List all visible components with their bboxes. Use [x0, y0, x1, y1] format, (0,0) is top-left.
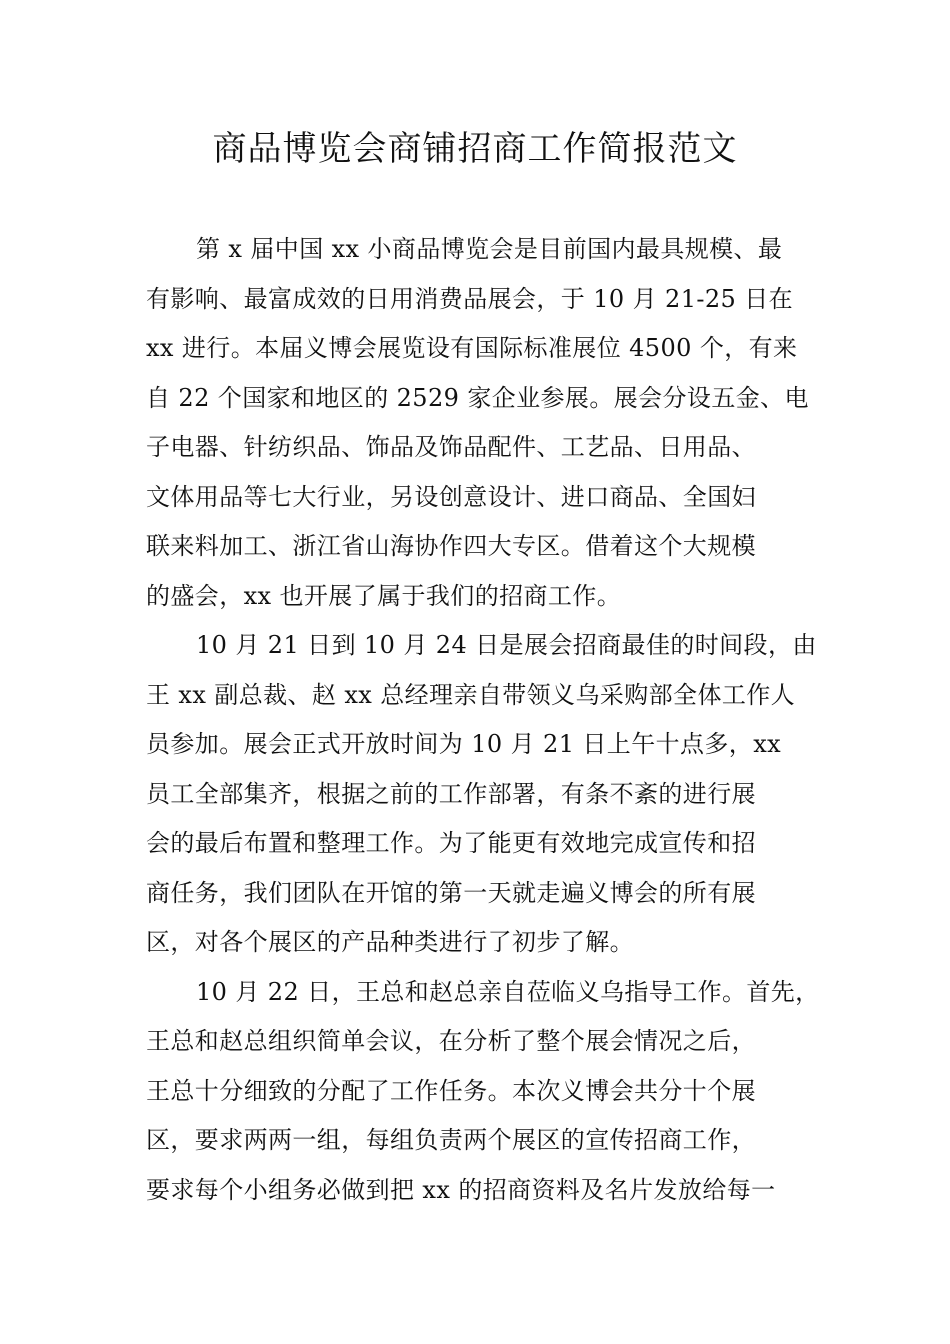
text-line: xx 进行。本届义博会展览设有国际标准展位 4500 个，有来	[146, 334, 798, 362]
text-line: 子电器、针纺织品、饰品及饰品配件、工艺品、日用品、	[146, 433, 756, 461]
text-line: 有影响、最富成效的日用消费品展会，于 10 月 21-25 日在	[146, 284, 794, 313]
text-line: 王总和赵总组织简单会议，在分析了整个展会情况之后，	[146, 1027, 756, 1055]
text-line: 10 月 22 日，王总和赵总亲自莅临义乌指导工作。首先，	[196, 977, 820, 1006]
text-line: 区，要求两两一组，每组负责两个展区的宣传招商工作，	[146, 1126, 756, 1154]
text-line: 王总十分细致的分配了工作任务。本次义博会共分十个展	[146, 1076, 756, 1105]
text-line: 王 xx 副总裁、赵 xx 总经理亲自带领义乌采购部全体工作人	[146, 680, 796, 709]
paragraph-3	[146, 968, 820, 1216]
text-line: 第 x 届中国 xx 小商品博览会是目前国内最具规模、最	[196, 235, 783, 263]
text-line: 商任务，我们团队在开馆的第一天就走遍义博会的所有展	[146, 878, 756, 907]
text-line: 联来料加工、浙江省山海协作四大专区。借着这个大规模	[146, 532, 756, 560]
text-line: 会的最后布置和整理工作。为了能更有效地完成宣传和招	[146, 829, 756, 857]
paragraph-1	[146, 225, 816, 621]
document-body	[146, 225, 820, 1215]
text-line: 自 22 个国家和地区的 2529 家企业参展。展会分设五金、电	[146, 383, 809, 412]
text-line: 的盛会，xx 也开展了属于我们的招商工作。	[146, 581, 622, 610]
text-line: 要求每个小组务必做到把 xx 的招商资料及名片发放给每一	[146, 1175, 776, 1204]
text-line: 员参加。展会正式开放时间为 10 月 21 日上午十点多，xx	[146, 730, 782, 758]
text-line: 员工全部集齐，根据之前的工作部署，有条不紊的进行展	[146, 779, 756, 808]
paragraph-2	[146, 621, 816, 968]
document-title: 商品博览会商铺招商工作简报范文	[212, 129, 738, 169]
text-line: 文体用品等七大行业，另设创意设计、进口商品、全国妇	[146, 482, 756, 511]
text-line: 区，对各个展区的产品种类进行了初步了解。	[146, 928, 634, 956]
text-line: 10 月 21 日到 10 月 24 日是展会招商最佳的时间段，由	[196, 631, 817, 659]
